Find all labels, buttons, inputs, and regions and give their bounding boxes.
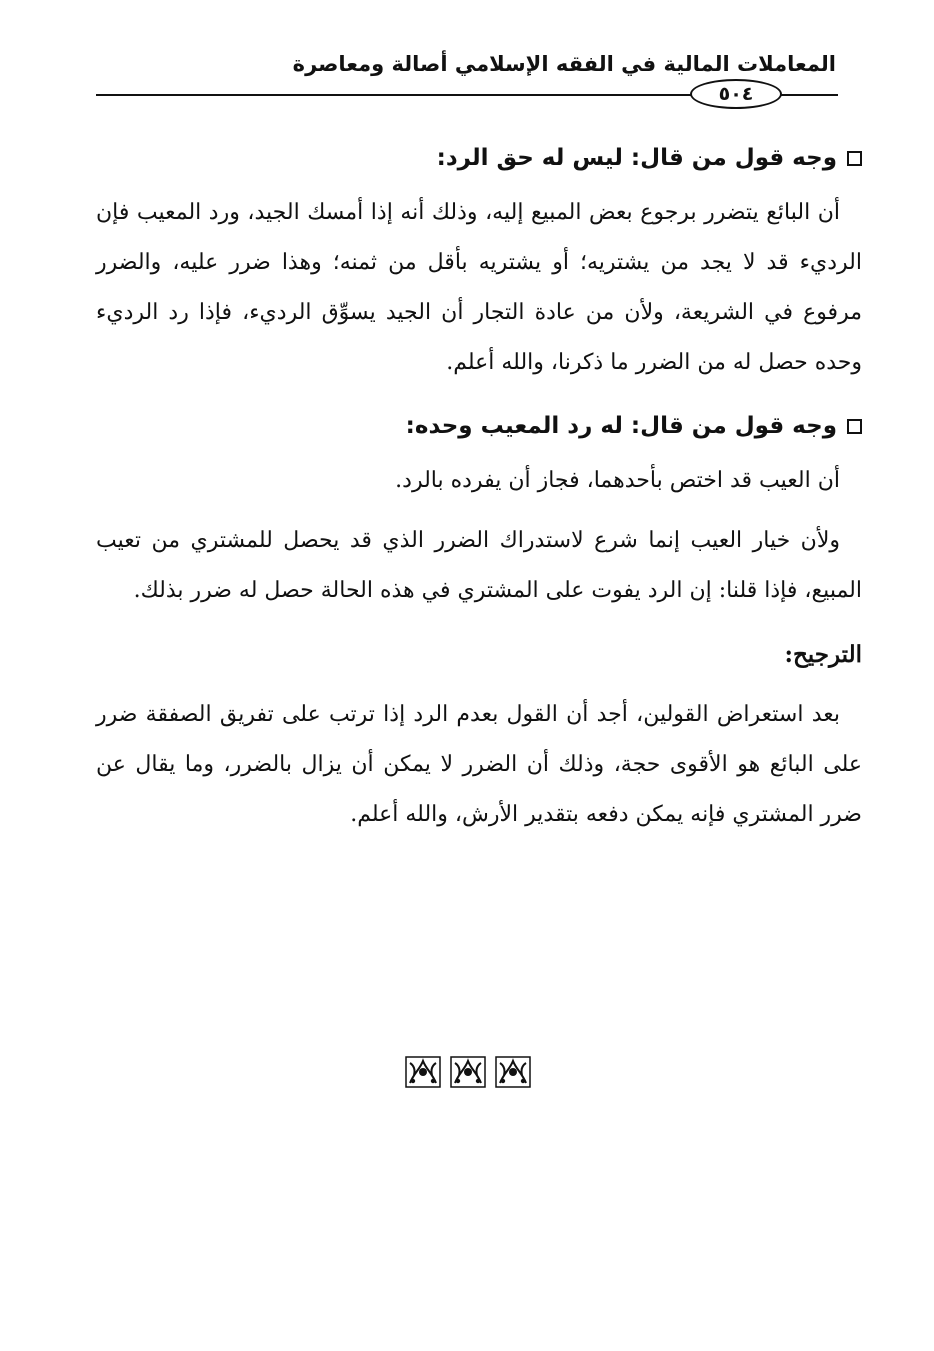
- square-bullet-icon: [847, 419, 862, 434]
- tarjih-heading: الترجيح:: [784, 641, 862, 668]
- paragraph: ولأن خيار العيب إنما شرع لاستدراك الضرر الذي قد يحصل للمشتري من تعيب المبيع، فإذا قلنا: إن الرد يفوت على المشتري في هذه الحالة حصل له ضرر بذلك.: [96, 528, 862, 603]
- paragraph: أن البائع يتضرر برجوع بعض المبيع إليه، وذلك أنه إذا أمسك الجيد، ورد المعيب فإن الرديء قد لا يجد من يشتريه؛ أو يشتريه بأقل من ثمنه؛ وهذا ضرر عليه، والضرر مرفوع في الشريعة، ولأن من عادة التجار أن الجيد يسوِّق الرديء، فإذا رد الرديء وحده حصل له من الضرر ما ذكرنا، والله أعلم.: [96, 200, 862, 375]
- tarjih-paragraph: بعد استعراض القولين، أجد أن القول بعدم الرد إذا ترتب على تفريق الصفقة ضرر على البائع هو الأقوى حجة، وذلك أن الضرر لا يمكن أن يزال بالضرر، وما يقال عن ضرر المشتري فإنه يمكن دفعه بتقدير الأرش، والله أعلم.: [96, 702, 862, 827]
- section-heading-1: [96, 134, 862, 182]
- square-bullet-icon: [847, 151, 862, 166]
- section-heading-2: [96, 402, 862, 450]
- running-title: المعاملات المالية في الفقه الإسلامي أصالة ومعاصرة: [292, 52, 836, 76]
- page-number: ٥٠٤: [718, 82, 754, 105]
- page-content: [96, 134, 862, 854]
- section-heading-text: وجه قول من قال: ليس له حق الرد:: [436, 145, 837, 171]
- floral-ornament-icon: [494, 1055, 532, 1089]
- footer-ornament: [404, 1054, 532, 1090]
- floral-ornament-icon: [449, 1055, 487, 1089]
- paragraph: أن العيب قد اختص بأحدهما، فجاز أن يفرده بالرد.: [395, 468, 840, 493]
- section-heading-text: وجه قول من قال: له رد المعيب وحده:: [405, 413, 837, 439]
- page-number-frame: [690, 79, 782, 109]
- floral-ornament-icon: [404, 1055, 442, 1089]
